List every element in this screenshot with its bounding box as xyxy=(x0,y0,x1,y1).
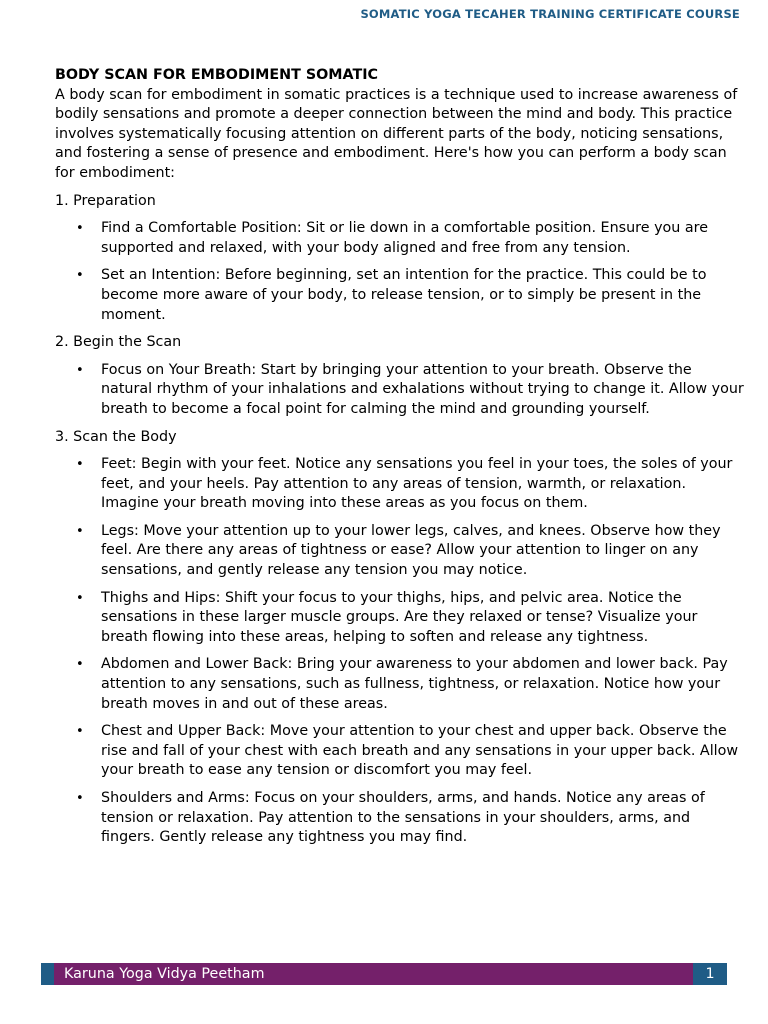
section-heading-begin-scan: 2. Begin the Scan xyxy=(55,334,182,351)
list-item-text: Thighs and Hips: Shift your focus to your thighs, hips, and pelvic area. Notice the sensations in these larger muscle groups. Are they relaxed or tense? Visualize your breath flowing into these areas, helping to soften and release any tightness. xyxy=(101,589,698,645)
section-heading-scan-body: 3. Scan the Body xyxy=(55,428,177,445)
document-body xyxy=(55,66,745,856)
bullet-icon: • xyxy=(76,657,84,673)
section-heading-preparation: 1. Preparation xyxy=(55,192,156,209)
list-item-text: Find a Comfortable Position: Sit or lie down in a comfortable position. Ensure you are supported and relaxed, with your body aligned and free from any tension. xyxy=(101,220,709,256)
list-item-text: Chest and Upper Back: Move your attention to your chest and upper back. Observe the rise and fall of your chest with each breath and any sensations in your upper back. Allow your breath to ease any tension or discomfort you may feel. xyxy=(101,723,739,779)
list-item-text: Set an Intention: Before beginning, set an intention for the practice. This could be to become more aware of your body, to release tension, or to simply be present in the moment. xyxy=(101,267,707,323)
bullet-icon: • xyxy=(76,268,84,284)
list-item-text: Shoulders and Arms: Focus on your shoulders, arms, and hands. Notice any areas of tension or relaxation. Pay attention to the sensations in your shoulders, arms, and fingers. Gently release any tightness you may find. xyxy=(101,790,705,846)
bullet-icon: • xyxy=(76,724,84,740)
list-item xyxy=(55,361,745,420)
bullet-list-scan-body xyxy=(55,455,745,848)
list-item xyxy=(55,789,745,848)
list-item-text: Feet: Begin with your feet. Notice any sensations you feel in your toes, the soles of your feet, and your heels. Pay attention to any areas of tension, warmth, or relaxation. Imagine your breath moving into these areas as you focus on them. xyxy=(101,456,733,512)
bullet-icon: • xyxy=(76,791,84,806)
bullet-icon: • xyxy=(76,523,84,539)
footer-organization: Karuna Yoga Vidya Peetham xyxy=(54,963,693,985)
course-header: SOMATIC YOGA TECAHER TRAINING CERTIFICATE COURSE xyxy=(360,7,740,21)
document-title: BODY SCAN FOR EMBODIMENT SOMATIC xyxy=(55,67,379,83)
intro-paragraph: A body scan for embodiment in somatic practices is a technique used to increase awareness of bodily sensations and promote a deeper connection between the mind and body. This practice involves systematically focusing attention on different parts of the body, noticing sensations, and fostering a sense of presence and embodiment. Here's how you can perform a body scan for embodiment: xyxy=(55,86,738,181)
list-item xyxy=(55,455,745,514)
footer-accent-block xyxy=(41,963,54,985)
list-item xyxy=(55,655,745,714)
list-item-text: Legs: Move your attention up to your lower legs, calves, and knees. Observe how they feel. Are there any areas of tightness or ease? Allow your attention to linger on any sensations, and gently release any tension you may notice. xyxy=(101,522,721,579)
page-number: 1 xyxy=(693,963,727,985)
bullet-icon: • xyxy=(76,362,84,378)
list-item xyxy=(55,522,745,581)
bullet-list-begin-scan xyxy=(55,361,745,420)
footer-bar xyxy=(41,963,727,985)
bullet-icon: • xyxy=(76,590,84,606)
list-item xyxy=(55,219,745,258)
list-item xyxy=(55,589,745,648)
list-item xyxy=(55,722,745,781)
bullet-icon: • xyxy=(76,221,84,237)
list-item-text: Focus on Your Breath: Start by bringing your attention to your breath. Observe the natural rhythm of your inhalations and exhalations without trying to change it. Allow your breath to become a focal point for calming the mind and grounding yourself. xyxy=(101,361,744,417)
list-item xyxy=(55,266,745,325)
bullet-list-preparation xyxy=(55,219,745,325)
list-item-text: Abdomen and Lower Back: Bring your awareness to your abdomen and lower back. Pay attention to any sensations, such as fullness, tightness, or relaxation. Notice how your breath moves in and out of these areas. xyxy=(101,656,728,712)
bullet-icon: • xyxy=(76,457,84,473)
